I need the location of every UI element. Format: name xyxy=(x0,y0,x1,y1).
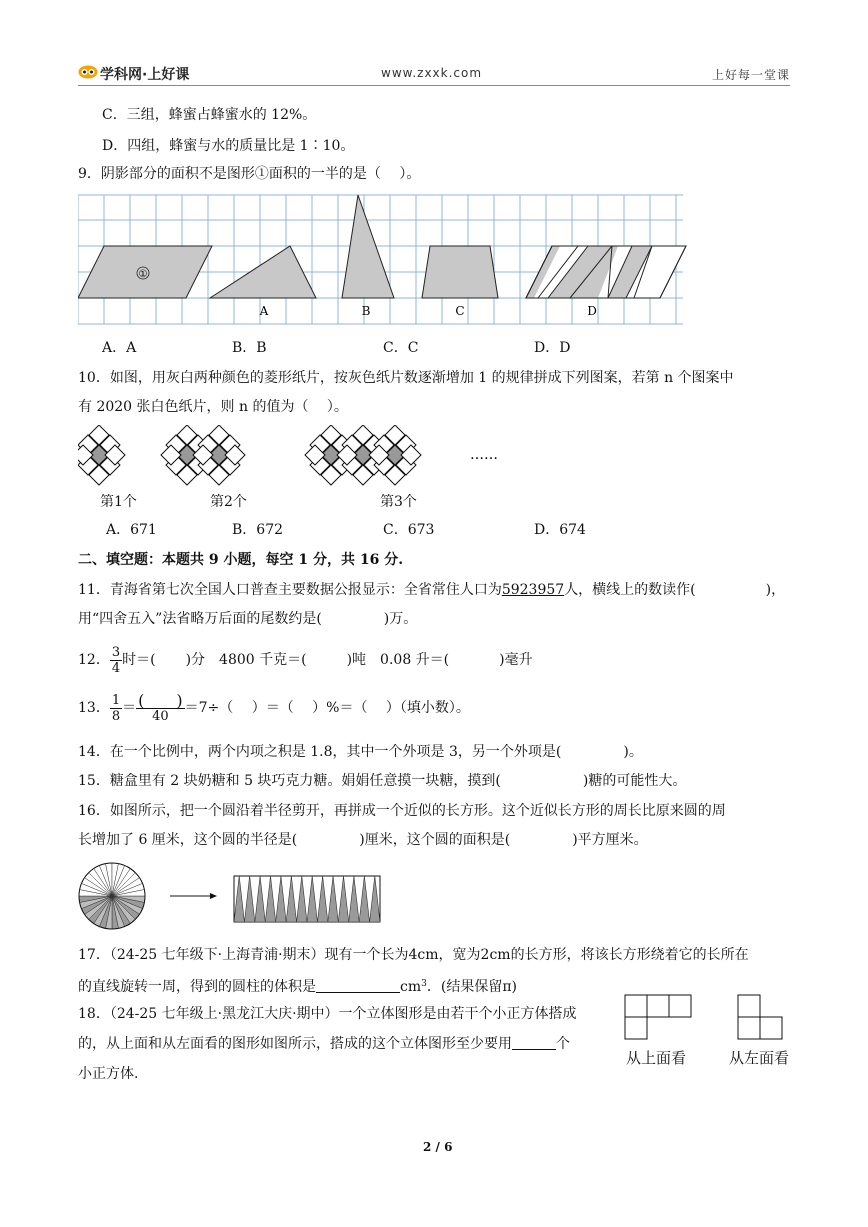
q10-ellipsis: …… xyxy=(470,447,498,463)
logo-icon xyxy=(78,65,98,79)
shape-d-parallelogram xyxy=(526,246,686,298)
q9-stem: 9．阴影部分的面积不是图形①面积的一半的是（ ）。 xyxy=(78,166,421,182)
q18-top-view-label: 从上面看 xyxy=(626,1049,687,1067)
q8-option-d: D．四组，蜂蜜与水的质量比是 1∶10。 xyxy=(102,138,355,154)
page-header xyxy=(78,62,790,86)
approx-rectangle xyxy=(234,876,380,922)
page-number: 2 / 6 xyxy=(423,1140,453,1154)
q18-left-view-label: 从左面看 xyxy=(729,1049,790,1067)
arrow-icon xyxy=(170,893,217,899)
q14-line: 14．在一个比例中，两个内项之积是 1.8，其中一个外项是 3，另一个外项是( )。 xyxy=(78,744,643,760)
q18-line3: 小正方体. xyxy=(78,1066,139,1082)
q12-fraction: $\frac{3}{4}$ xyxy=(111,644,121,676)
q10-option-b: B．672 xyxy=(232,522,284,538)
label-d: D xyxy=(587,304,597,318)
q15-line: 15．糖盒里有 2 块奶糖和 5 块巧克力糖。娟娟任意摸一块糖，摸到( )糖的可能性大。 xyxy=(78,773,687,789)
q17-line1: 17．（24-25 七年级下·上海青浦·期末）现有一个长为4cm，宽为2cm的长方形，将该长方形绕着它的长所在 xyxy=(78,947,749,963)
q10-pattern-figure xyxy=(78,425,508,487)
q10-label-3: 第3个 xyxy=(380,494,417,510)
q9-option-b: B．B xyxy=(232,340,267,356)
q17-line2: 的直线旋转一周，得到的圆柱的体积是 $cm^3$．(结果保留π) xyxy=(78,979,517,995)
q18-left-view xyxy=(737,994,787,1042)
q10-option-a: A．671 xyxy=(106,522,157,538)
q9-option-a: A．A xyxy=(102,340,137,356)
q9-option-d: D．D xyxy=(534,340,571,356)
q18-top-view xyxy=(624,994,696,1042)
site-url: www.zxxk.com xyxy=(381,66,483,80)
q18-line2: 的，从上面和从左面看的图形如图所示，搭成的这个立体图形至少要用 个 xyxy=(78,1036,570,1052)
q9-option-c: C．C xyxy=(383,340,419,356)
q9-figure xyxy=(78,193,688,328)
q10-option-c: C．673 xyxy=(383,522,435,538)
q16-line1: 16．如图所示，把一个圆沿着半径剪开，再拼成一个近似的长方形。这个近似长方形的周长比原来圆的周 xyxy=(78,803,726,819)
q12-line: 12． $\frac{3}{4}$ 时＝( )分 4800 千克＝( )吨 0.08 升＝( )毫升 xyxy=(78,644,533,676)
q11-population-number: 5923957 xyxy=(501,582,565,598)
q10-stem-line2: 有 2020 张白色纸片，则 n 的值为（ ）。 xyxy=(78,399,348,415)
q10-stem-line1: 10．如图，用灰白两种颜色的菱形纸片，按灰色纸片数逐渐增加 1 的规律拼成下列图案，若第 n 个图案中 xyxy=(78,370,734,386)
label-a: A xyxy=(259,304,269,318)
q10-option-d: D．674 xyxy=(534,522,586,538)
q11-line1: 11．青海省第七次全国人口普查主要数据公报显示：全省常住人口为5923957人，横线上的数读作( )， xyxy=(78,582,786,598)
q18-line1: 18．（24-25 七年级上·黑龙江大庆·期中）一个立体图形是由若干个小正方体搭成 xyxy=(78,1006,577,1022)
q11-line2: 用“四舍五入”法省略万后面的尾数约是( )万。 xyxy=(78,611,418,627)
label-b: B xyxy=(361,304,371,318)
site-title: 学科网·上好课 xyxy=(100,67,190,83)
site-slogan: 上好每一堂课 xyxy=(711,68,790,82)
header-rule xyxy=(78,85,790,86)
section-2-title: 二、填空题：本题共 9 小题，每空 1 分，共 16 分. xyxy=(78,552,404,568)
shape-1-label: ① xyxy=(138,269,148,280)
q13-fraction-2: $\frac{( )}{40}$ xyxy=(138,690,183,724)
q8-option-c: C．三组，蜂蜜占蜂蜜水的 12%。 xyxy=(102,107,317,123)
q13-fraction-1: $\frac{1}{8}$ xyxy=(111,692,121,724)
q13-line: 13． $\frac{1}{8}$ ＝ $\frac{( )}{40}$ ＝7÷（ ）＝（ ）%＝（ ）（填小数）。 xyxy=(78,690,470,724)
shape-c-trapezoid xyxy=(422,246,498,298)
q16-circle-to-rectangle-figure xyxy=(78,862,388,934)
q16-line2: 长增加了 6 厘米，这个圆的半径是( )厘米，这个圆的面积是( )平方厘米。 xyxy=(78,832,648,848)
q18-answer-blank[interactable] xyxy=(512,1035,556,1050)
q10-label-1: 第1个 xyxy=(100,494,137,510)
q10-label-2: 第2个 xyxy=(210,494,247,510)
sectored-circle xyxy=(79,863,145,929)
label-c: C xyxy=(455,304,465,318)
q17-answer-blank[interactable] xyxy=(316,978,400,993)
